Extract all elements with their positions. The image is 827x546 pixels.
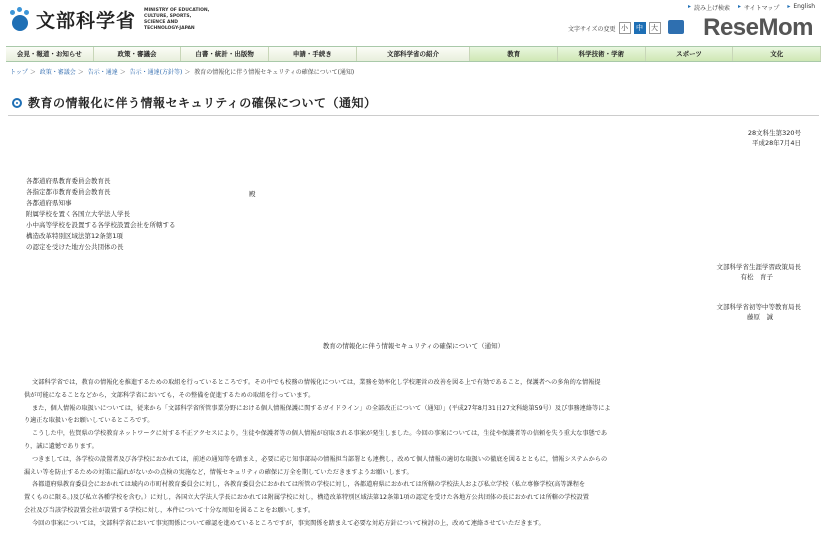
search-icon[interactable] <box>668 20 684 34</box>
nav-item-application[interactable]: 申請・手続き <box>269 47 357 61</box>
body-line: 供が可能になることなどから，文部科学省においても，その整備を促進するための取組を行っています。 <box>24 391 315 399</box>
nav-item-policy[interactable]: 政策・審議会 <box>94 47 182 61</box>
nav-item-culture[interactable]: 文化 <box>733 47 821 61</box>
sender-2-name: 藤原 誠 <box>747 313 773 321</box>
body-line: り適正な取扱いをお願いしているところです。 <box>24 417 154 425</box>
document-meta <box>748 128 801 148</box>
page-title-bar <box>8 90 819 116</box>
site-header <box>0 0 827 46</box>
recipient: 小中高等学校を設置する各学校設置会社を所轄する <box>26 221 176 229</box>
document-date: 平成28年7月4日 <box>751 139 801 147</box>
breadcrumb-current: 教育の情報化に伴う情報セキュリティの確保について(通知) <box>194 69 355 76</box>
util-link-english[interactable]: ▸ English <box>787 3 815 12</box>
body-line: 漏えい等を防止するための対策に漏れがないかの点検の実施など，情報セキュリティの確保に万全を期していただきますようお願いします。 <box>24 468 413 476</box>
font-size-medium-button[interactable]: 中 <box>634 22 646 34</box>
font-size-label: 文字サイズの変更 <box>568 25 616 33</box>
nav-item-whitepaper[interactable]: 白書・統計・出版物 <box>181 47 269 61</box>
nav-item-sports[interactable]: スポーツ <box>646 47 734 61</box>
site-logo[interactable] <box>8 6 214 33</box>
nav-item-education[interactable]: 教育 <box>470 47 558 61</box>
util-link-read-search[interactable]: ▸ 読み上げ検索 <box>688 3 730 12</box>
title-bullet-icon <box>12 98 22 108</box>
nav-item-press[interactable]: 会見・報道・お知らせ <box>6 47 94 61</box>
recipient: 各都道府県知事 <box>26 199 72 207</box>
sender-1 <box>717 262 802 282</box>
site-title: 文部科学省 <box>36 10 137 32</box>
recipient-list <box>26 176 176 253</box>
breadcrumb-top[interactable]: トップ <box>10 69 28 76</box>
font-size-small-button[interactable]: 小 <box>619 22 631 34</box>
sender-1-title: 文部科学省生涯学習政策局長 <box>716 263 801 271</box>
breadcrumb-notices-policy[interactable]: 告示・通達(方針等) <box>129 69 183 76</box>
body-line: 各都道府県教育委員会におかれては域内の市町村教育委員会に対し，各教育委員会におかれては所管の学校に対し，各都道府県におかれては所轄の学校法人および私立学校（私立専修学校(高等課程を <box>32 481 586 489</box>
util-link-sitemap[interactable]: ▸ サイトマップ <box>738 3 779 12</box>
recipient: 構造改革特別区域法第12条第1項 <box>26 232 123 240</box>
recipient: の認定を受けた地方公共団体の長 <box>26 243 124 251</box>
nav-item-about[interactable]: 文部科学省の紹介 <box>357 47 471 61</box>
sender-1-name: 有松 育子 <box>740 273 773 281</box>
font-size-large-button[interactable]: 大 <box>649 22 661 34</box>
honorific: 殿 <box>249 190 256 198</box>
body-line: つきましては，各学校の設置者及び各学校におかれては，前述の通知等を踏まえ，必要に応じ知事部局の情報担当部署とも連携し，改めて個人情報の適切な取扱いの徹底を図るとともに，情報システムからの <box>32 455 608 463</box>
ministry-emblem-icon <box>8 7 32 33</box>
sender-2-title: 文部科学省初等中等教育局長 <box>716 303 801 311</box>
font-size-switcher <box>568 22 661 34</box>
body-line: こうした中，佐賀県の学校教育ネットワークに対する不正アクセスにより，生徒や保護者等の個人情報が窃取される事案が発生しました。今回の事案については，生徒や保護者等の信頼を失う重大な事態であ <box>32 430 608 438</box>
document-subject: 教育の情報化に伴う情報セキュリティの確保について（通知） <box>322 342 505 350</box>
recipient: 各指定都市教育委員会教育長 <box>26 188 111 196</box>
document-number: 28文科生第320号 <box>747 129 801 137</box>
document-body <box>24 377 812 531</box>
breadcrumb-notices[interactable]: 告示・通達 <box>87 69 118 76</box>
body-line: 会社及び当該学校設置会社が設置する学校に対し，本件について十分な周知を図ることをお願いします。 <box>24 506 315 514</box>
utility-links <box>688 3 815 12</box>
body-line: 今回の事案については，文部科学省において事実関係について確認を進めているところですが，事実関係を踏まえて必要な対応方針について検討の上，改めて連絡させていただきます。 <box>32 519 545 527</box>
body-line: 文部科学省では，教育の情報化を推進するための取組を行っているところです。その中でも校務の情報化については，業務を効率化し学校運営の改善を図る上で有効であること，保護者への多角的な情報提 <box>32 379 601 386</box>
page-title: 教育の情報化に伴う情報セキュリティの確保について（通知） <box>28 96 377 110</box>
global-nav <box>6 46 821 62</box>
site-title-english: MINISTRY OF EDUCATION, CULTURE, SPORTS, SCIENCE AND TECHNOLOGY-JAPAN <box>144 7 210 31</box>
recipient: 各都道府県教育委員会教育長 <box>26 177 111 185</box>
nav-item-science[interactable]: 科学技術・学術 <box>558 47 646 61</box>
resemom-watermark: ReseMom <box>703 14 813 41</box>
body-line: また，個人情報の取扱いについては，従来から「文部科学省所管事業分野における個人情報保護に関するガイドライン」の全部改正について（通知）」(平成27年8月31日27文科総第59号）及び事務連絡等によ <box>32 404 611 412</box>
recipient: 附属学校を置く各国立大学法人学長 <box>26 210 130 218</box>
body-line: 置くものに限る。)及び私立各種学校を含む。）に対し，各国立大学法人学長におかれては附属学校に対し，構造改革特別区域法第12条第1項の認定を受けた各地方公共団体の長におかれては所轄の学校設置 <box>24 494 589 502</box>
breadcrumb-policy[interactable]: 政策・審議会 <box>39 69 76 76</box>
sender-2 <box>717 302 802 322</box>
breadcrumb: トップ ＞ 政策・審議会 ＞ 告示・通達 ＞ 告示・通達(方針等) ＞ 教育の情報化に伴う情報セキュリティの確保について(通知) <box>10 69 355 76</box>
body-line: り，誠に遺憾であります。 <box>24 442 98 450</box>
